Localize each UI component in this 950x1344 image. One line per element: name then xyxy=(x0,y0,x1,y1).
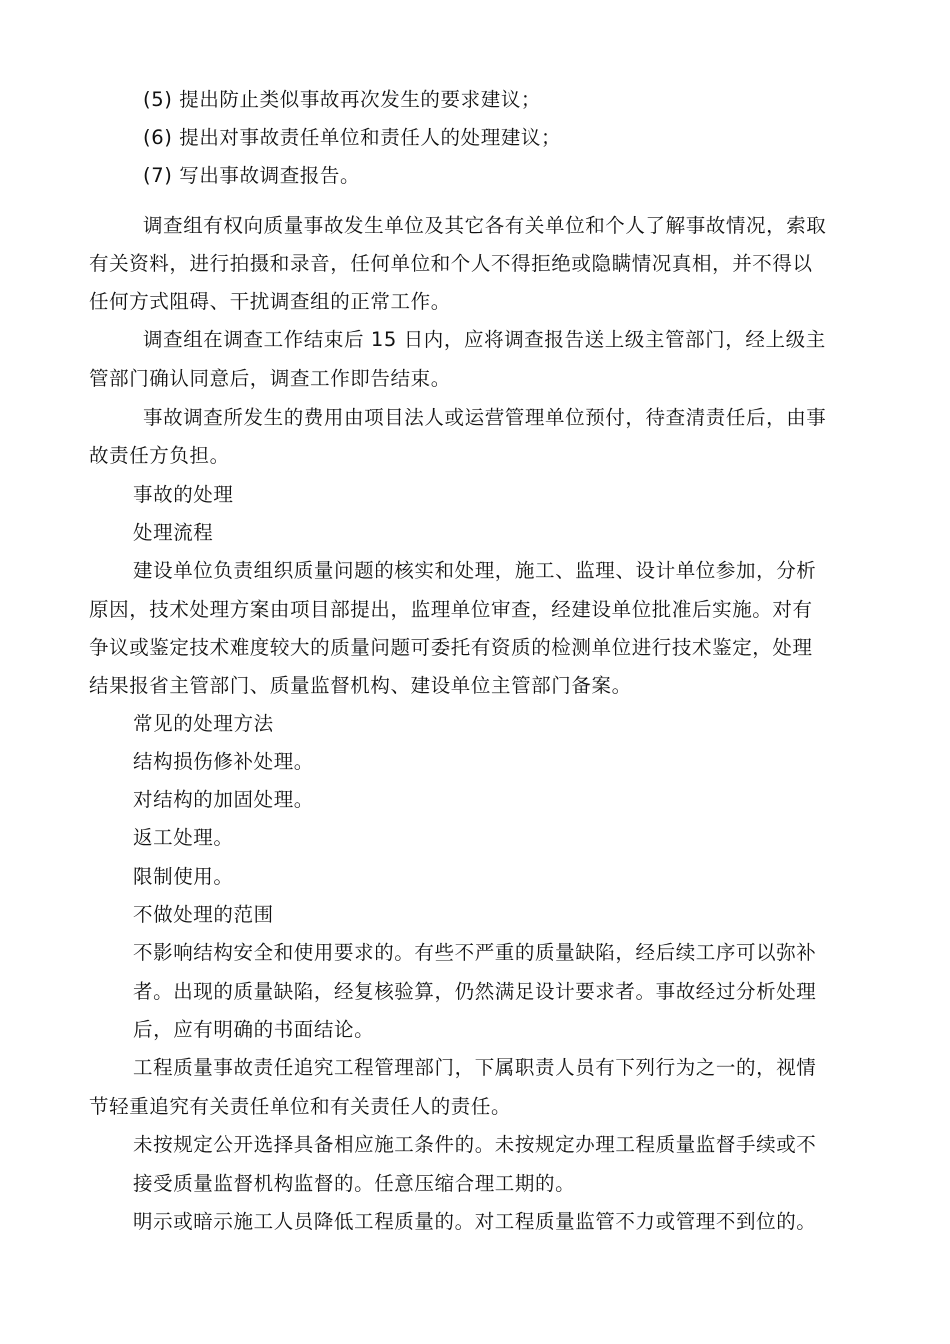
list-item: (7) 写出事故调查报告。 xyxy=(143,164,361,187)
list-item: (6) 提出对事故责任单位和责任人的处理建议； xyxy=(143,126,562,149)
paragraph-line: 任何方式阻碍、干扰调查组的正常工作。 xyxy=(89,290,451,313)
paragraph-line: 事故调查所发生的费用由项目法人或运营管理单位预付，待查清责任后，由事 xyxy=(143,406,827,429)
paragraph-line: 未按规定公开选择具备相应施工条件的。未按规定办理工程质量监督手续或不 xyxy=(133,1133,817,1156)
paragraph-line: 接受质量监督机构监督的。任意压缩合理工期的。 xyxy=(133,1172,576,1195)
paragraph-line: 明示或暗示施工人员降低工程质量的。对工程质量监管不力或管理不到位的。 xyxy=(133,1210,817,1233)
paragraph-line: 节轻重追究有关责任单位和有关责任人的责任。 xyxy=(89,1095,512,1118)
list-item: (5) 提出防止类似事故再次发生的要求建议； xyxy=(143,88,542,111)
section-heading: 常见的处理方法 xyxy=(133,712,274,735)
paragraph-line: 调查组在调查工作结束后 15 日内，应将调查报告送上级主管部门，经上级主 xyxy=(143,328,826,351)
paragraph-line: 不影响结构安全和使用要求的。有些不严重的质量缺陷，经后续工序可以弥补 xyxy=(133,941,817,964)
paragraph-line: 故责任方负担。 xyxy=(89,444,230,467)
method-item: 限制使用。 xyxy=(133,865,234,888)
method-item: 结构损伤修补处理。 xyxy=(133,750,314,773)
method-item: 对结构的加固处理。 xyxy=(133,788,314,811)
paragraph-line: 管部门确认同意后，调查工作即告结束。 xyxy=(89,367,451,390)
section-heading: 处理流程 xyxy=(133,521,214,544)
paragraph-line: 原因，技术处理方案由项目部提出，监理单位审查，经建设单位批准后实施。对有 xyxy=(89,598,813,621)
paragraph-line: 有关资料，进行拍摄和录音，任何单位和个人不得拒绝或隐瞒情况真相，并不得以 xyxy=(89,252,813,275)
paragraph-line: 工程质量事故责任追究工程管理部门，下属职责人员有下列行为之一的，视情 xyxy=(133,1056,817,1079)
paragraph-line: 者。出现的质量缺陷，经复核验算，仍然满足设计要求者。事故经过分析处理 xyxy=(133,980,817,1003)
section-heading: 不做处理的范围 xyxy=(133,903,274,926)
paragraph-line: 争议或鉴定技术难度较大的质量问题可委托有资质的检测单位进行技术鉴定，处理 xyxy=(89,636,813,659)
paragraph-line: 建设单位负责组织质量问题的核实和处理，施工、监理、设计单位参加，分析 xyxy=(133,559,817,582)
method-item: 返工处理。 xyxy=(133,826,234,849)
paragraph-line: 结果报省主管部门、质量监督机构、建设单位主管部门备案。 xyxy=(89,674,632,697)
paragraph-line: 调查组有权向质量事故发生单位及其它各有关单位和个人了解事故情况，索取 xyxy=(143,214,827,237)
section-heading: 事故的处理 xyxy=(133,483,234,506)
paragraph-line: 后，应有明确的书面结论。 xyxy=(133,1018,375,1041)
